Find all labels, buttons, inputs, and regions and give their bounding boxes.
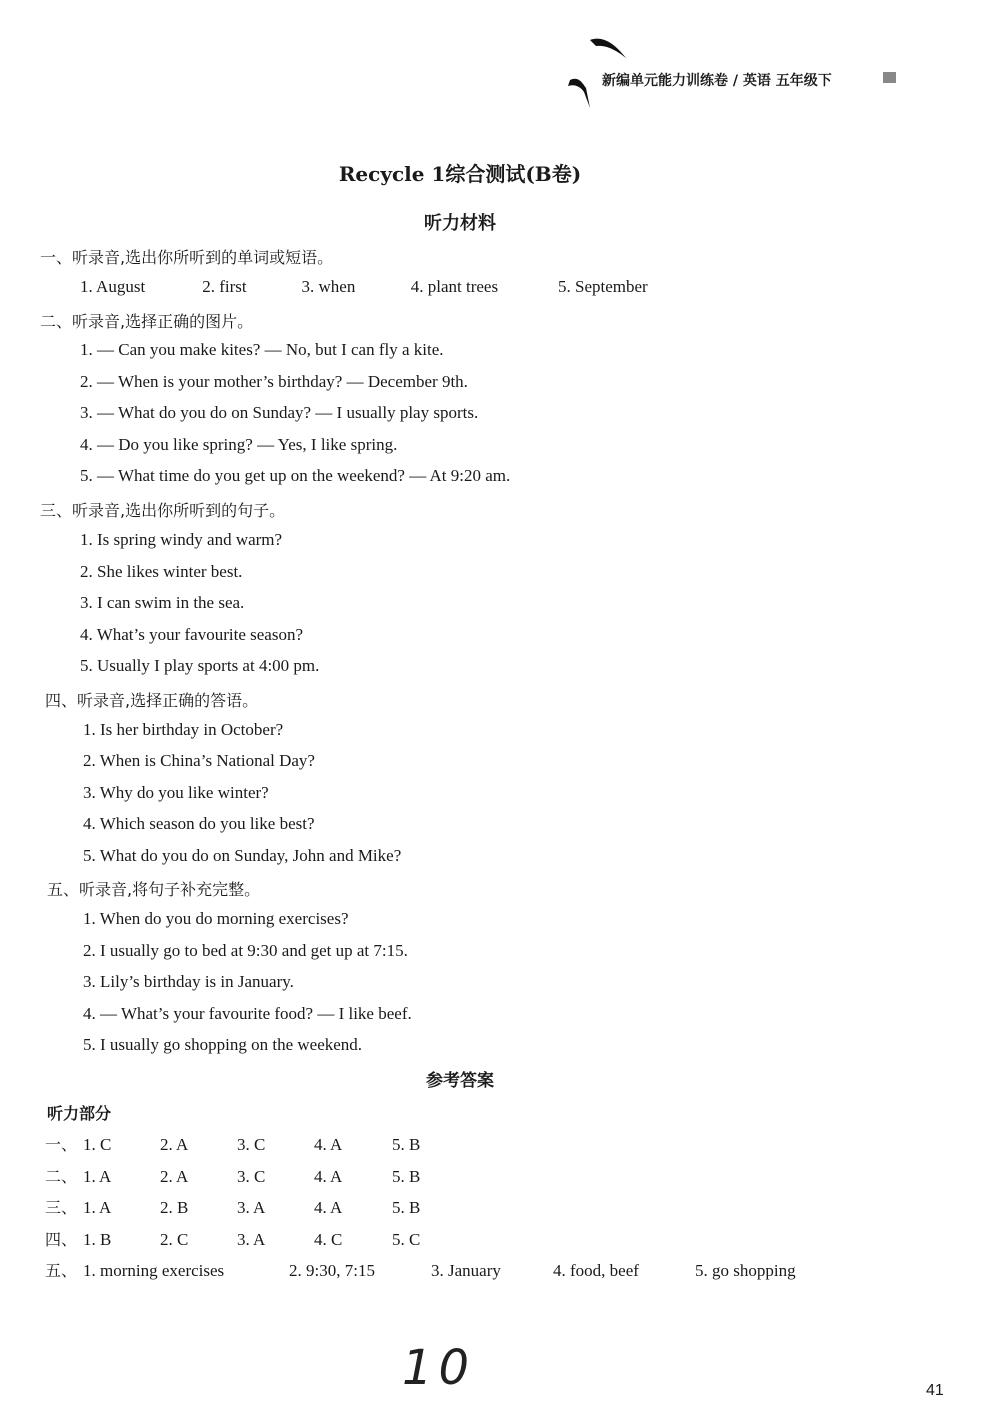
- answer-cell: 2. 9:30, 7:15: [289, 1261, 375, 1280]
- answer-cell: 5. go shopping: [695, 1261, 796, 1280]
- page-subtitle: 听力材料: [424, 213, 496, 234]
- list-item: 2. She likes winter best.: [80, 562, 243, 581]
- answer-cell: 3. A: [237, 1198, 266, 1217]
- section-heading-4: 四、听录音,选择正确的答语。: [45, 691, 259, 710]
- answers-heading: 参考答案: [426, 1071, 494, 1091]
- answer-row: [45, 1132, 420, 1155]
- list-item: 4. Which season do you like best?: [83, 814, 315, 833]
- list-item: 1. Is her birthday in October?: [83, 720, 284, 739]
- list-item: 2. — When is your mother’s birthday? — December 9th.: [80, 372, 468, 391]
- list-item: 5. Usually I play sports at 4:00 pm.: [80, 656, 320, 675]
- answer-row: [45, 1258, 796, 1281]
- answer-cell: 1. A: [83, 1198, 112, 1217]
- answer-row-label: 二、: [45, 1167, 78, 1186]
- answer-cell: 3. C: [237, 1167, 266, 1186]
- answer-cell: 1. B: [83, 1230, 112, 1249]
- answer-row-label: 一、: [45, 1135, 78, 1154]
- list-item: 3. Lily’s birthday is in January.: [83, 972, 294, 991]
- answer-row: [45, 1227, 420, 1250]
- list-item: 5. What do you do on Sunday, John and Mike?: [83, 846, 402, 865]
- answer-cell: 1. A: [83, 1167, 112, 1186]
- answer-cell: 2. C: [160, 1230, 189, 1249]
- answer-cell: 4. A: [314, 1135, 343, 1154]
- answer-cell: 3. A: [237, 1230, 266, 1249]
- answer-cell: 5. B: [392, 1198, 421, 1217]
- list-item: 5. — What time do you get up on the weekend? — At 9:20 am.: [80, 466, 511, 485]
- page-title: Recycle 1综合测试(B卷): [338, 162, 582, 186]
- list-item: 2. When is China’s National Day?: [83, 751, 315, 770]
- list-item: 3. Why do you like winter?: [83, 783, 269, 802]
- answer-cell: 5. B: [392, 1167, 421, 1186]
- answer-cell: 4. A: [314, 1198, 343, 1217]
- list-item: 3. I can swim in the sea.: [80, 593, 245, 612]
- list-item: 3. when: [301, 277, 356, 296]
- answer-cell: 2. B: [160, 1198, 189, 1217]
- answer-row-label: 五、: [45, 1261, 78, 1280]
- list-item: 1. August: [80, 277, 146, 296]
- list-item: 1. When do you do morning exercises?: [83, 909, 349, 928]
- list-item: 1. — Can you make kites? — No, but I can fly a kite.: [80, 340, 444, 359]
- answer-cell: 4. C: [314, 1230, 343, 1249]
- series-title: 新编单元能力训练卷 / 英语 五年级下: [602, 73, 832, 89]
- answer-cell: 2. A: [160, 1167, 189, 1186]
- answer-cell: 5. C: [392, 1230, 421, 1249]
- list-item: 4. What’s your favourite season?: [80, 625, 303, 644]
- section-heading-3: 三、听录音,选出你所听到的句子。: [40, 501, 286, 520]
- page-number: 41: [926, 1382, 944, 1399]
- list-item: 4. — Do you like spring? — Yes, I like spring.: [80, 435, 398, 454]
- list-item: 4. plant trees: [410, 277, 499, 296]
- section-heading-1: 一、听录音,选出你所听到的单词或短语。: [40, 248, 334, 267]
- handwritten-note: 10: [402, 1340, 476, 1396]
- answer-row: [45, 1195, 420, 1218]
- answer-row-label: 四、: [45, 1230, 78, 1249]
- section-1-items: [80, 277, 648, 297]
- list-item: 2. first: [202, 277, 247, 296]
- answer-cell: 1. morning exercises: [83, 1261, 225, 1280]
- list-item: 1. Is spring windy and warm?: [80, 530, 283, 549]
- answer-cell: 4. food, beef: [553, 1261, 639, 1280]
- answer-cell: 3. January: [431, 1261, 501, 1280]
- answer-row-label: 三、: [45, 1198, 78, 1217]
- answer-cell: 5. B: [392, 1135, 421, 1154]
- answer-cell: 3. C: [237, 1135, 266, 1154]
- answer-cell: 1. C: [83, 1135, 112, 1154]
- list-item: 5. September: [558, 277, 648, 296]
- header-mark: [883, 72, 896, 83]
- section-heading-5: 五、听录音,将句子补充完整。: [47, 880, 261, 899]
- answer-cell: 4. A: [314, 1167, 343, 1186]
- answer-cell: 2. A: [160, 1135, 189, 1154]
- list-item: 3. — What do you do on Sunday? — I usually play sports.: [80, 403, 479, 422]
- section-heading-2: 二、听录音,选择正确的图片。: [40, 312, 254, 331]
- list-item: 5. I usually go shopping on the weekend.: [83, 1035, 363, 1054]
- list-item: 4. — What’s your favourite food? — I like beef.: [83, 1004, 412, 1023]
- answer-row: [45, 1164, 420, 1187]
- list-item: 2. I usually go to bed at 9:30 and get up at 7:15.: [83, 941, 408, 960]
- answers-part-heading: 听力部分: [47, 1104, 112, 1123]
